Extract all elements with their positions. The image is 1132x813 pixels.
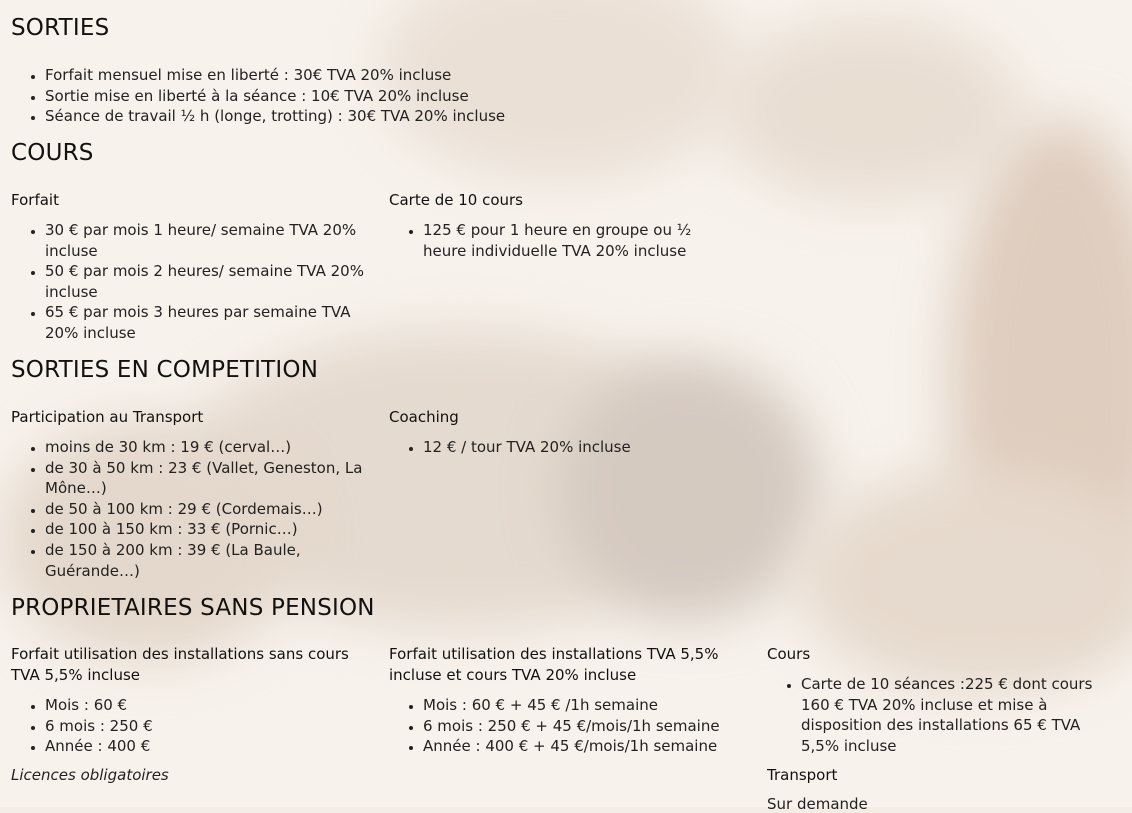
proprietaires-cours-list — [767, 674, 1122, 756]
section-title-competition: SORTIES EN COMPETITION — [11, 357, 319, 383]
cours-carte-heading: Carte de 10 cours — [389, 191, 523, 209]
section-title-proprietaires: PROPRIETAIRES SANS PENSION — [11, 595, 375, 621]
cours-forfait-column — [11, 190, 366, 344]
list-item: • 30 € par mois 1 heure/ semaine TVA 20% incluse — [45, 220, 366, 261]
competition-transport-column — [11, 407, 366, 581]
licences-note: Licences obligatoires — [11, 765, 169, 784]
proprietaires-avec-cours-column — [389, 644, 729, 757]
list-item: • 65 € par mois 3 heures par semaine TVA 20% incluse — [45, 302, 366, 343]
list-item: • Sortie mise en liberté à la séance : 10€ TVA 20% incluse — [45, 86, 631, 107]
section-title-cours: COURS — [11, 140, 94, 166]
list-item: • Séance de travail ½ h (longe, trotting) : 30€ TVA 20% incluse — [45, 106, 631, 127]
list-item: • 12 € / tour TVA 20% incluse — [423, 437, 739, 458]
list-item: • de 50 à 100 km : 29 € (Cordemais…) — [45, 499, 366, 520]
competition-coaching-heading: Coaching — [389, 408, 459, 426]
competition-coaching-list — [389, 437, 739, 458]
sorties-list — [11, 65, 631, 127]
list-item: • de 30 à 50 km : 23 € (Vallet, Geneston, La Mône…) — [45, 458, 366, 499]
proprietaires-transport-heading: Transport — [767, 766, 838, 785]
competition-transport-heading: Participation au Transport — [11, 408, 204, 426]
sorties-list-block — [11, 65, 631, 127]
proprietaires-sans-cours-list — [11, 695, 361, 757]
list-item: • Mois : 60 € — [45, 695, 361, 716]
list-item: • 50 € par mois 2 heures/ semaine TVA 20% incluse — [45, 261, 366, 302]
list-item: • de 150 à 200 km : 39 € (La Baule, Guérande…) — [45, 540, 366, 581]
proprietaires-transport-text: Sur demande — [767, 795, 868, 813]
proprietaires-sans-cours-heading: Forfait utilisation des installations sans cours TVA 5,5% incluse — [11, 645, 349, 684]
proprietaires-cours-column — [767, 644, 1122, 813]
proprietaires-avec-cours-heading: Forfait utilisation des installations TVA 5,5% incluse et cours TVA 20% incluse — [389, 645, 719, 684]
cours-carte-list — [389, 220, 739, 261]
list-item: • 6 mois : 250 € — [45, 716, 361, 737]
section-title-sorties: SORTIES — [11, 15, 110, 41]
list-item: • Carte de 10 séances :225 € dont cours 160 € TVA 20% incluse et mise à disposition des installations 65 € TVA 5,5% incluse — [801, 674, 1122, 756]
list-item: • Forfait mensuel mise en liberté : 30€ TVA 20% incluse — [45, 65, 631, 86]
list-item: • de 100 à 150 km : 33 € (Pornic…) — [45, 519, 366, 540]
cours-forfait-heading: Forfait — [11, 191, 59, 209]
proprietaires-sans-cours-column — [11, 644, 361, 784]
list-item: • 6 mois : 250 € + 45 €/mois/1h semaine — [423, 716, 729, 737]
list-item: • moins de 30 km : 19 € (cerval…) — [45, 437, 366, 458]
proprietaires-avec-cours-list — [389, 695, 729, 757]
competition-transport-list — [11, 437, 366, 581]
list-item: • 125 € pour 1 heure en groupe ou ½ heure individuelle TVA 20% incluse — [423, 220, 739, 261]
proprietaires-cours-heading: Cours — [767, 645, 811, 663]
cours-carte-column — [389, 190, 739, 261]
list-item: • Année : 400 € — [45, 736, 361, 757]
list-item: • Année : 400 € + 45 €/mois/1h semaine — [423, 736, 729, 757]
list-item: • Mois : 60 € + 45 € /1h semaine — [423, 695, 729, 716]
cours-forfait-list — [11, 220, 366, 344]
competition-coaching-column — [389, 407, 739, 458]
